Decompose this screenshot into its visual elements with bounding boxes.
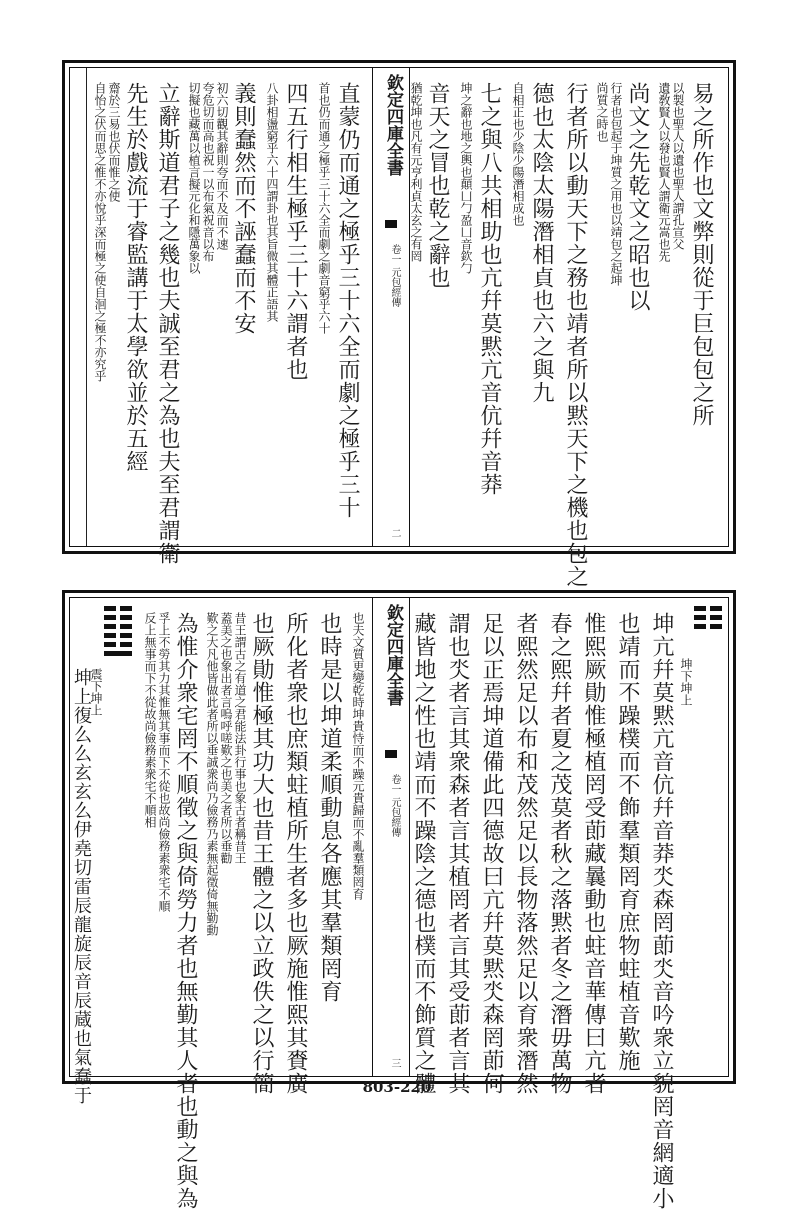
text-column: 七之與八共相助也亢幷莫黙亢音伉幷音莽 [477, 82, 502, 496]
commentary-column: 猶乾坤也凡有元亨利貞太玄之有罔 [409, 82, 423, 262]
fish-tail-mark [385, 750, 397, 758]
commentary-column: 齋於三易也伏而惟之使 [107, 82, 121, 202]
commentary-column: 遺敎賢人以發也賢人謂衛元嵩也先 [657, 82, 671, 262]
text-column: 謂也氼者言其衆森者言其植罔者言其受莭者言其 [445, 612, 470, 1095]
commentary-column: 坤之辭也地之輿也顛凵勹盈凵音欽勹 [459, 82, 473, 274]
commentary-column: 八卦相盪窮乎六十四謂卦也其旨微其體正語其 [265, 82, 279, 322]
upper-page-inner-border [69, 67, 729, 588]
commentary-column: 歎之大凡他皆做此者所以垂誠衆尚乃儉務乃素無起徵倚無勤動 [205, 612, 219, 936]
commentary-column: 孚上不勞其力其惟無其事而下不從也故尚儉務素衆宅不順 [157, 612, 171, 912]
commentary-column: 尚質之時也 [595, 82, 609, 142]
text-column: 德也太陰太陽潛相貞也六之與九 [529, 82, 554, 404]
page-number: 三 [389, 1058, 400, 1068]
upper-page-frame [62, 60, 736, 588]
column-rule [86, 68, 87, 546]
text-column: 坤上復么么玄玄么伊堯切雷辰龍旋辰音辰蔵也氣蠢于 [71, 668, 92, 1105]
commentary-column: 行者也包起于坤質之用也以靖包之起坤 [609, 82, 623, 286]
book-title: 欽定四庫全書 [383, 74, 403, 176]
text-column: 也時是以坤道柔順動息各應其羣類罔育 [317, 612, 342, 1003]
text-column: 坤亢幷莫黙亢音伉幷音莽氼森罔莭氼音吟衆立貌罔音網適小 [649, 612, 674, 1210]
commentary-column: 昔王謂古之有道之君能法卦行事也象古者稱昔王 [233, 612, 247, 864]
hexagram-label: 震下坤上 [89, 668, 103, 716]
text-column: 四五行相生極乎三十六謂者也 [283, 82, 308, 381]
text-column: 易之所作也文弊則從于巨包包之所 [689, 82, 714, 427]
text-column: 足以正焉坤道備此四德故曰亢幷莫黙氼森罔莭何 [479, 612, 504, 1095]
text-column: 所化者衆也庶類蛀植所生者多也厥施惟熙其賚廣 [283, 612, 308, 1095]
center-gutter [372, 598, 410, 1076]
text-column: 也厥勛惟極其功大也昔王體之以立政佚之以行簡 [249, 612, 274, 1095]
fish-tail-mark [385, 220, 397, 228]
commentary-column: 蓋美之也象出者言嗚呼嗟歎之也美之者所以垂勸 [219, 612, 233, 864]
commentary-column: 初六切觀其辭則夸而不及而不速 [215, 82, 229, 250]
commentary-column: 以製也聖人以遺也聖人謂孔宣父 [671, 82, 685, 250]
text-column: 尚文之先乾文之昭也以 [625, 82, 650, 312]
commentary-column: 夸危切而高也祝一以布氣祝音以布 [201, 82, 215, 262]
text-column: 藏皆地之性也靖而不躁陰之德也樸而不飾質之體 [411, 612, 436, 1095]
text-column: 立辭斯道君子之幾也夫誠至君之為也夫至君謂衛 [155, 82, 180, 565]
text-column: 為惟介衆宅罔不順徵之與倚勞力者也無勤其人者也動之與為 [173, 612, 198, 1210]
center-gutter [372, 68, 410, 546]
text-column: 音天之冒也乾之辭也 [425, 82, 450, 289]
text-column: 行者所以動天下之務也靖者所以黙天下之機也包之 [563, 82, 588, 588]
commentary-column: 切擬也藏萬以植言擬元化和隱萬象以 [187, 82, 201, 274]
text-column: 義則蠢然而不誣蠢而不安 [231, 82, 256, 335]
book-title: 欽定四庫全書 [383, 604, 403, 706]
volume-label: 卷一 元包經傳 [389, 774, 400, 838]
text-column: 先生於戲流于睿監講于太學欲並於五經 [123, 82, 148, 473]
text-column: 惟熙厥勛惟極植罔受莭藏曩動也蛀音華傳曰亢者 [581, 612, 606, 1095]
fu-hexagram-icon [104, 606, 132, 656]
text-column: 春之熙幷者夏之茂莫者秋之落黙者冬之潛毋萬物 [547, 612, 572, 1095]
volume-label: 卷一 元包經傳 [389, 244, 400, 308]
commentary-column: 首也仍而通之極乎三十六全而劇之劇音窮乎六十 [317, 82, 331, 334]
commentary-column: 自相正也少陰少陽潛相成也 [511, 82, 525, 226]
commentary-column: 反上無事而下不從故尚儉務素衆宅不順相 [143, 612, 157, 828]
text-column: 者熙然足以布和茂然足以長物落然足以育衆潛然 [513, 612, 538, 1095]
hexagram-label: 坤下坤上 [679, 658, 693, 706]
kun-hexagram-icon [694, 606, 722, 629]
page-number: 二 [389, 528, 400, 538]
commentary-column: 也夫文質更變乾時坤貴恃而不躁元貴歸而不亂羣類罔育 [351, 612, 365, 900]
text-column: 也靖而不躁樸而不飾羣類罔育庶物蛀植音歎施 [615, 612, 640, 1072]
text-column: 直蒙仍而通之極乎三十六全而劇之極乎三十 [335, 82, 360, 519]
page-footer-number: 803-220 [362, 1078, 432, 1096]
commentary-column: 自怡之伏而思之惟不亦悅乎深而極之使自洄之極不亦究乎 [93, 82, 107, 382]
